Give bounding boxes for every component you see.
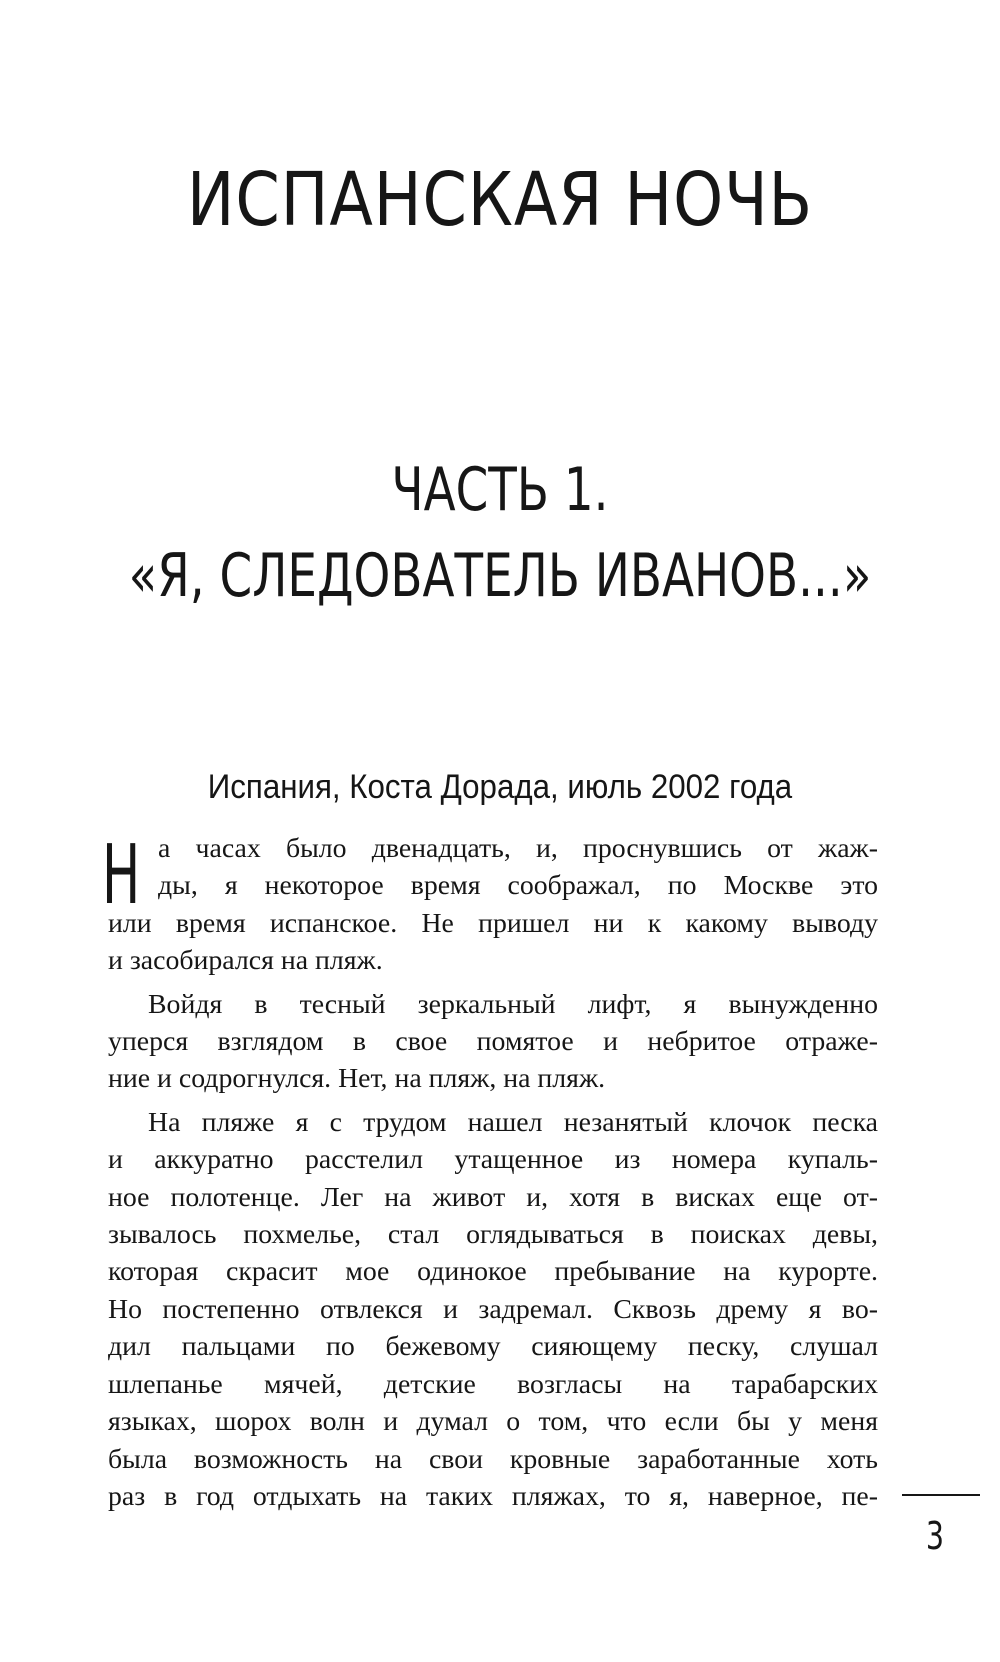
paragraph-1 — [108, 830, 878, 980]
book-title: ИСПАНСКАЯ НОЧЬ — [186, 157, 814, 243]
text-line: языках, шорох волн и думал о том, что если бы у меня — [108, 1406, 878, 1438]
text-line: была возможность на свои кровные заработанные хоть — [108, 1443, 878, 1475]
text-line: дил пальцами по бежевому сияющему песку, слушал — [108, 1331, 878, 1363]
text-line: которая скрасит мое одинокое пребывание на курорте. — [108, 1256, 878, 1288]
section-subheading: Испания, Коста Дорада, июль 2002 года — [207, 768, 793, 806]
text-line: и аккуратно расстелил утащенное из номера купаль- — [108, 1144, 878, 1176]
drop-cap: Н — [102, 828, 141, 923]
text-line: а часах было двенадцать, и, проснувшись от жаж- — [158, 833, 878, 864]
part-heading — [110, 447, 890, 619]
text-line: или время испанское. Не пришел ни к какому выводу — [108, 907, 878, 939]
text-line: Но постепенно отвлекся и задремал. Сквозь дрему я во- — [108, 1293, 878, 1325]
text-line: шлепанье мячей, детские возгласы на тарабарских — [108, 1368, 878, 1400]
part-title: «Я, СЛЕДОВАТЕЛЬ ИВАНОВ...» — [128, 541, 872, 611]
page-number-rule — [902, 1494, 980, 1496]
text-line: зывалось похмелье, стал оглядываться в поисках девы, — [108, 1219, 878, 1251]
text-line: уперся взглядом в свое помятое и небритое отраже- — [108, 1026, 878, 1058]
text-line: На пляже я с трудом нашел незанятый клочок песка — [148, 1106, 878, 1138]
part-number: ЧАСТЬ 1. — [391, 455, 609, 525]
text-line: раз в год отдыхать на таких пляжах, то я, наверное, пе- — [108, 1480, 878, 1512]
body-text — [102, 828, 878, 1521]
paragraph-2 — [108, 986, 878, 1098]
text-line: ды, я некоторое время соображал, по Москве это — [158, 870, 878, 902]
text-line: Войдя в тесный зеркальный лифт, я вынужденно — [148, 988, 878, 1020]
text-line: и засобирался на пляж. — [108, 945, 383, 977]
page-number: 3 — [925, 1514, 945, 1558]
paragraph-3 — [108, 1104, 878, 1515]
text-line: ние и содрогнулся. Нет, на пляж, на пляж. — [108, 1063, 606, 1095]
text-line: ное полотенце. Лег на живот и, хотя в висках еще от- — [108, 1181, 878, 1213]
